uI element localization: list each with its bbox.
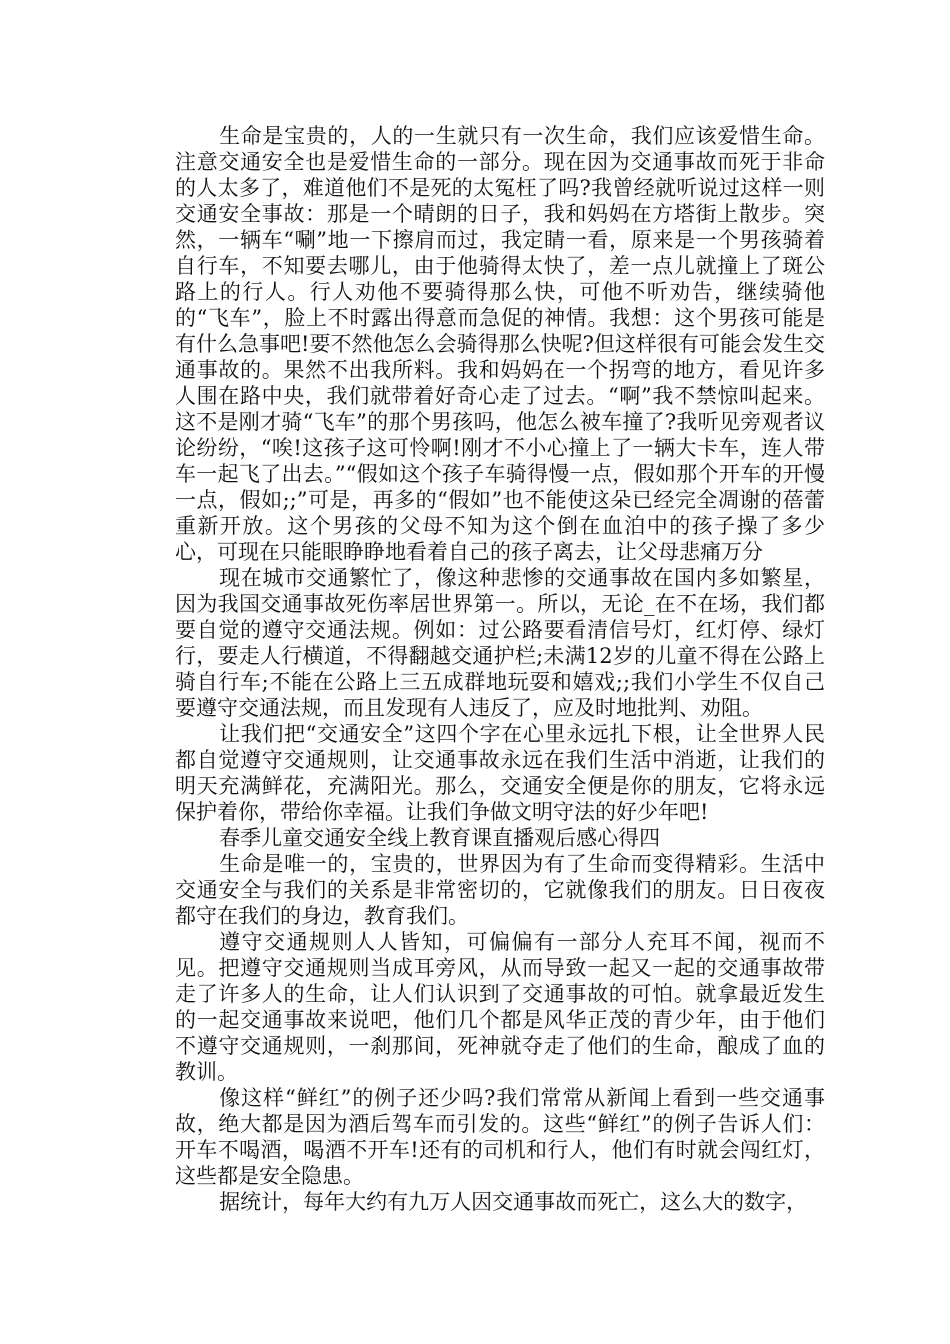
paragraph-1: 生命是宝贵的，人的一生就只有一次生命，我们应该爱惜生命。注意交通安全也是爱惜生命的一部分。现在因为交通事故而死于非命的人太多了，难道他们不是死的太冤枉了吗?我曾经就听说过这样一则交通安全事故：那是一个晴朗的日子，我和妈妈在方塔街上散步。突然，一辆车“唰”地一下擦肩而过，我定睛一看，原来是一个男孩骑着自行车，不知要去哪儿，由于他骑得太快了，差一点儿就撞上了斑公路上的行人。行人劝他不要骑得那么快，可他不听劝告，继续骑他的“飞车”，脸上不时露出得意而急促的神情。我想：这个男孩可能是有什么急事吧!要不然他怎么会骑得那么快呢?但这样很有可能会发生交通事故的。果然不出我所料。我和妈妈在一个拐弯的地方，看见许多人围在路中央，我们就带着好奇心走了过去。“啊”我不禁惊叫起来。这不是刚才骑“飞车”的那个男孩吗，他怎么被车撞了?我听见旁观者议论纷纷，“唉!这孩子这可怜啊!刚才不小心撞上了一辆大卡车，连人带车一起飞了出去。”“假如这个孩子车骑得慢一点，假如那个开车的开慢一点，假如;;”可是，再多的“假如”也不能使这朵已经完全凋谢的蓓蕾重新开放。这个男孩的父母不知为这个倒在血泊中的孩子操了多少心，可现在只能眼睁睁地看着自己的孩子离去，让父母悲痛万分 xyxy=(175,124,825,564)
paragraph-5: 遵守交通规则人人皆知，可偏偏有一部分人充耳不闻，视而不见。把遵守交通规则当成耳旁风，从而导致一起又一起的交通事故带走了许多人的生命，让人们认识到了交通事故的可怕。就拿最近发生的一起交通事故来说吧，他们几个都是风华正茂的青少年，由于他们不遵守交通规则，一刹那间，死神就夺走了他们的生命，酿成了血的教训。 xyxy=(175,930,825,1084)
section-heading: 春季儿童交通安全线上教育课直播观后感心得四 xyxy=(219,826,661,850)
paragraph-2: 现在城市交通繁忙了，像这种悲惨的交通事故在国内多如繁星，因为我国交通事故死伤率居世界第一。所以，无论_在不在场，我们都要自觉的遵守交通法规。例如：过公路要看清信号灯，红灯停、绿灯行，要走人行横道，不得翻越交通护栏;未满12岁的儿童不得在公路上骑自行车;不能在公路上三五成群地玩耍和嬉戏;;我们小学生不仅自己要遵守交通法规，而且发现有人违反了，应及时地批判、劝阻。 xyxy=(175,566,825,720)
paragraph-7: 据统计，每年大约有九万人因交通事故而死亡，这么大的数字， xyxy=(219,1190,808,1214)
paragraph-4: 生命是唯一的，宝贵的，世界因为有了生命而变得精彩。生活中交通安全与我们的关系是非常密切的，它就像我们的朋友。日日夜夜都守在我们的身边，教育我们。 xyxy=(175,852,825,928)
paragraph-6: 像这样“鲜红”的例子还少吗?我们常常从新闻上看到一些交通事故，绝大都是因为酒后驾车而引发的。这些“鲜红”的例子告诉人们：开车不喝酒，喝酒不开车!还有的司机和行人，他们有时就会闯红灯，这些都是安全隐患。 xyxy=(175,1086,825,1188)
document-page xyxy=(175,123,825,1215)
paragraph-3: 让我们把“交通安全”这四个字在心里永远扎下根，让全世界人民都自觉遵守交通规则，让交通事故永远在我们生活中消逝，让我们的明天充满鲜花，充满阳光。那么，交通安全便是你的朋友，它将永远保护着你，带给你幸福。让我们争做文明守法的好少年吧! xyxy=(175,722,825,824)
